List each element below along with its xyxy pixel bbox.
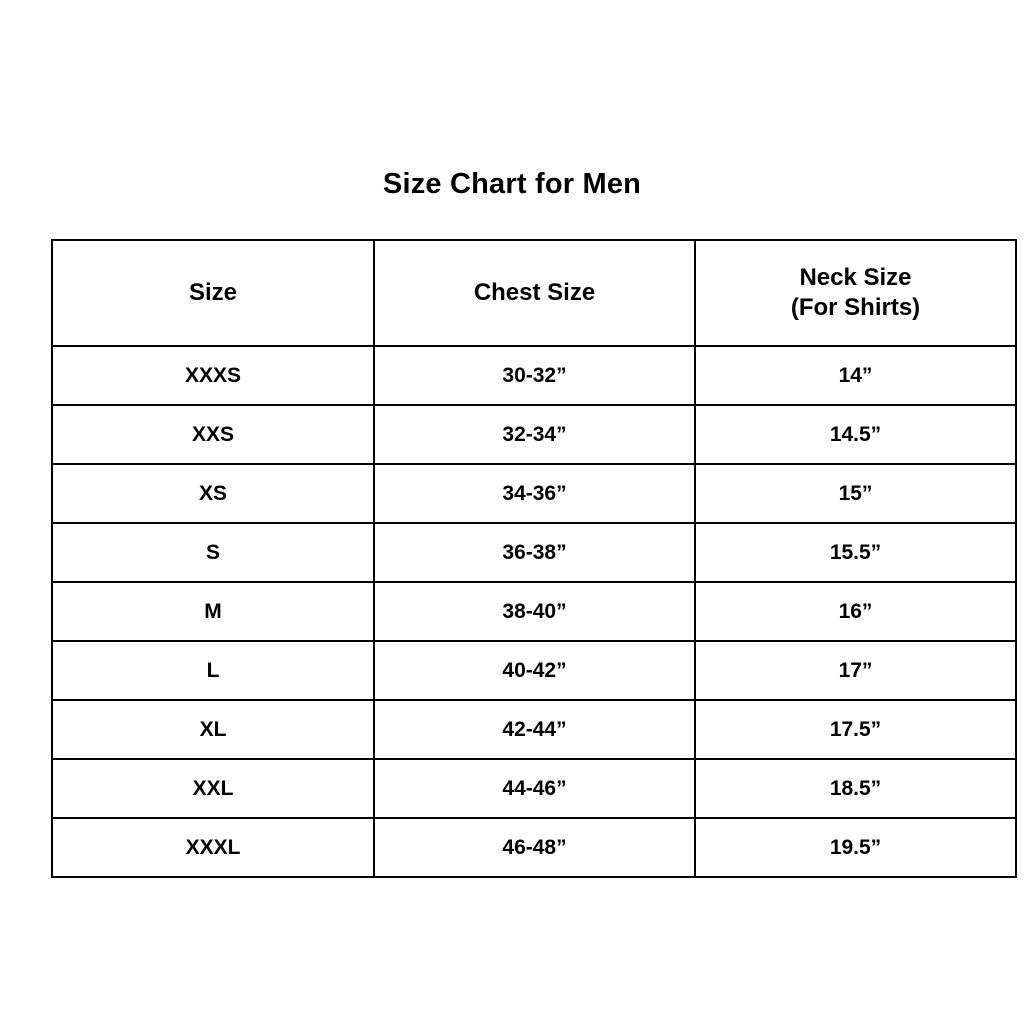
table-body xyxy=(52,346,1016,877)
table-header-row xyxy=(52,240,1016,346)
cell-size: S xyxy=(52,523,374,582)
table-row xyxy=(52,818,1016,877)
table-row xyxy=(52,641,1016,700)
table-row xyxy=(52,582,1016,641)
cell-chest: 30-32” xyxy=(374,346,695,405)
cell-chest: 34-36” xyxy=(374,464,695,523)
cell-neck: 15” xyxy=(695,464,1016,523)
cell-chest: 46-48” xyxy=(374,818,695,877)
cell-size: XXL xyxy=(52,759,374,818)
cell-neck: 14.5” xyxy=(695,405,1016,464)
cell-chest: 32-34” xyxy=(374,405,695,464)
cell-neck: 16” xyxy=(695,582,1016,641)
cell-neck: 17.5” xyxy=(695,700,1016,759)
table-row xyxy=(52,523,1016,582)
cell-size: XL xyxy=(52,700,374,759)
cell-neck: 18.5” xyxy=(695,759,1016,818)
cell-chest: 40-42” xyxy=(374,641,695,700)
table-header xyxy=(52,240,1016,346)
column-header-size-label: Size xyxy=(188,279,238,306)
cell-chest: 38-40” xyxy=(374,582,695,641)
column-header-neck-size xyxy=(695,240,1016,346)
table-row xyxy=(52,759,1016,818)
column-header-chest-size xyxy=(374,240,695,346)
cell-size: XXS xyxy=(52,405,374,464)
cell-neck: 17” xyxy=(695,641,1016,700)
cell-size: L xyxy=(52,641,374,700)
cell-neck: 14” xyxy=(695,346,1016,405)
size-chart-table xyxy=(51,239,1017,878)
column-header-neck-size-sublabel: (For Shirts) xyxy=(790,294,921,321)
cell-neck: 15.5” xyxy=(695,523,1016,582)
table-row xyxy=(52,346,1016,405)
cell-chest: 42-44” xyxy=(374,700,695,759)
cell-size: M xyxy=(52,582,374,641)
cell-chest: 36-38” xyxy=(374,523,695,582)
cell-chest: 44-46” xyxy=(374,759,695,818)
column-header-size xyxy=(52,240,374,346)
column-header-chest-size-label: Chest Size xyxy=(473,279,596,306)
page-title: Size Chart for Men xyxy=(382,168,642,200)
table-row xyxy=(52,700,1016,759)
cell-size: XXXS xyxy=(52,346,374,405)
table-row xyxy=(52,405,1016,464)
table-row xyxy=(52,464,1016,523)
column-header-neck-size-label: Neck Size xyxy=(799,264,912,291)
size-chart-table-container xyxy=(51,239,973,878)
cell-neck: 19.5” xyxy=(695,818,1016,877)
cell-size: XXXL xyxy=(52,818,374,877)
cell-size: XS xyxy=(52,464,374,523)
